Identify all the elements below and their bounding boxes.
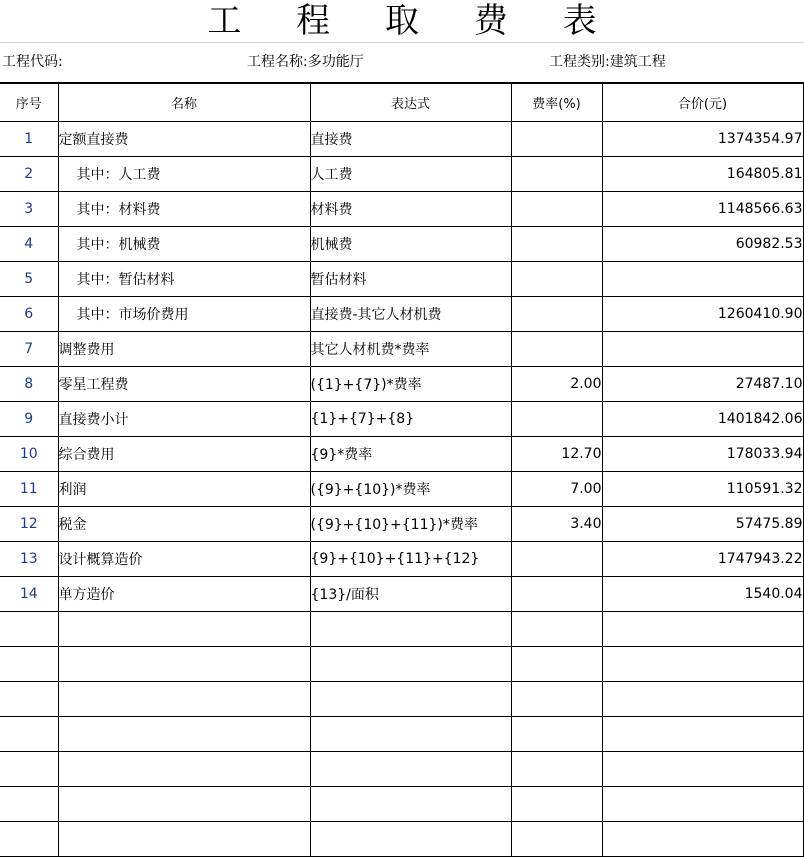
cell-amount: 1747943.22	[602, 542, 803, 577]
cell-amount: 178033.94	[602, 437, 803, 472]
cell-rate	[511, 297, 602, 332]
cell-expression: {9}*费率	[310, 437, 511, 472]
header-rate: 费率(%)	[511, 83, 602, 122]
empty-row	[0, 612, 803, 647]
project-code-label: 工程代码:	[2, 54, 63, 70]
cell-name: 单方造价	[58, 577, 310, 612]
table-row	[0, 577, 803, 612]
empty-cell	[511, 647, 602, 682]
cell-rate: 12.70	[511, 437, 602, 472]
header-amount: 合价(元)	[602, 83, 803, 122]
cell-name: 利润	[58, 472, 310, 507]
empty-cell	[58, 647, 310, 682]
empty-cell	[602, 647, 803, 682]
table-row	[0, 122, 803, 157]
empty-cell	[310, 647, 511, 682]
cell-seq: 10	[0, 437, 58, 472]
cell-seq: 11	[0, 472, 58, 507]
fee-table	[0, 82, 804, 857]
empty-cell	[0, 752, 58, 787]
cell-rate: 7.00	[511, 472, 602, 507]
table-row	[0, 367, 803, 402]
cell-rate	[511, 122, 602, 157]
cell-amount: 1374354.97	[602, 122, 803, 157]
empty-row	[0, 822, 803, 857]
cell-rate	[511, 157, 602, 192]
cell-expression: {9}+{10}+{11}+{12}	[310, 542, 511, 577]
cell-seq: 6	[0, 297, 58, 332]
cell-seq: 7	[0, 332, 58, 367]
empty-cell	[511, 612, 602, 647]
empty-cell	[602, 682, 803, 717]
cell-amount: 110591.32	[602, 472, 803, 507]
cell-seq: 13	[0, 542, 58, 577]
empty-cell	[0, 717, 58, 752]
empty-cell	[58, 752, 310, 787]
cell-rate	[511, 262, 602, 297]
cell-seq: 8	[0, 367, 58, 402]
empty-cell	[511, 822, 602, 857]
empty-cell	[58, 612, 310, 647]
empty-row	[0, 682, 803, 717]
empty-cell	[0, 822, 58, 857]
cell-expression: 直接费	[310, 122, 511, 157]
cell-seq: 3	[0, 192, 58, 227]
cell-name: 其中：材料费	[58, 192, 310, 227]
cell-amount	[602, 262, 803, 297]
table-row	[0, 507, 803, 542]
page-title: 工 程 取 费 表	[207, 1, 619, 41]
empty-cell	[511, 717, 602, 752]
cell-expression: 材料费	[310, 192, 511, 227]
empty-cell	[310, 717, 511, 752]
empty-row	[0, 752, 803, 787]
cell-name: 零星工程费	[58, 367, 310, 402]
cell-seq: 1	[0, 122, 58, 157]
table-row	[0, 402, 803, 437]
empty-cell	[310, 822, 511, 857]
cell-expression: ({1}+{7})*费率	[310, 367, 511, 402]
table-row	[0, 262, 803, 297]
empty-row	[0, 647, 803, 682]
table-header-row	[0, 83, 803, 122]
empty-row	[0, 717, 803, 752]
cell-seq: 5	[0, 262, 58, 297]
cell-rate	[511, 332, 602, 367]
cell-amount: 57475.89	[602, 507, 803, 542]
cell-name: 其中：市场价费用	[58, 297, 310, 332]
cell-amount: 60982.53	[602, 227, 803, 262]
table-row	[0, 332, 803, 367]
empty-cell	[602, 787, 803, 822]
empty-row	[0, 787, 803, 822]
cell-name: 其中：人工费	[58, 157, 310, 192]
empty-cell	[602, 612, 803, 647]
cell-expression: ({9}+{10})*费率	[310, 472, 511, 507]
cell-seq: 14	[0, 577, 58, 612]
cell-amount: 1148566.63	[602, 192, 803, 227]
empty-cell	[511, 682, 602, 717]
cell-amount: 1540.04	[602, 577, 803, 612]
cell-amount: 1401842.06	[602, 402, 803, 437]
cell-name: 税金	[58, 507, 310, 542]
project-type-label: 工程类别:建筑工程	[549, 54, 666, 70]
empty-cell	[58, 717, 310, 752]
empty-cell	[602, 717, 803, 752]
cell-expression: ({9}+{10}+{11})*费率	[310, 507, 511, 542]
cell-expression: 其它人材机费*费率	[310, 332, 511, 367]
cell-rate: 3.40	[511, 507, 602, 542]
cell-seq: 2	[0, 157, 58, 192]
table-row	[0, 437, 803, 472]
cell-name: 直接费小计	[58, 402, 310, 437]
cell-rate	[511, 542, 602, 577]
cell-rate	[511, 402, 602, 437]
empty-cell	[310, 752, 511, 787]
table-row	[0, 157, 803, 192]
cell-expression: {13}/面积	[310, 577, 511, 612]
cell-seq: 12	[0, 507, 58, 542]
empty-cell	[310, 612, 511, 647]
cell-name: 其中：机械费	[58, 227, 310, 262]
cell-expression: 直接费-其它人材机费	[310, 297, 511, 332]
cell-expression: 人工费	[310, 157, 511, 192]
cell-amount	[602, 332, 803, 367]
empty-cell	[58, 822, 310, 857]
table-row	[0, 297, 803, 332]
cell-rate: 2.00	[511, 367, 602, 402]
cell-amount: 27487.10	[602, 367, 803, 402]
cell-name: 综合费用	[58, 437, 310, 472]
empty-cell	[0, 612, 58, 647]
table-row	[0, 227, 803, 262]
empty-cell	[58, 682, 310, 717]
cell-name: 设计概算造价	[58, 542, 310, 577]
cell-name: 其中：暂估材料	[58, 262, 310, 297]
empty-cell	[58, 787, 310, 822]
header-name: 名称	[58, 83, 310, 122]
fee-table-body	[0, 122, 803, 857]
table-row	[0, 192, 803, 227]
cell-expression: 暂估材料	[310, 262, 511, 297]
empty-cell	[511, 752, 602, 787]
table-row	[0, 542, 803, 577]
cell-amount: 1260410.90	[602, 297, 803, 332]
empty-cell	[310, 682, 511, 717]
cell-rate	[511, 227, 602, 262]
cell-seq: 4	[0, 227, 58, 262]
cell-rate	[511, 192, 602, 227]
empty-cell	[602, 822, 803, 857]
cell-expression: {1}+{7}+{8}	[310, 402, 511, 437]
table-row	[0, 472, 803, 507]
empty-cell	[0, 682, 58, 717]
project-name-label: 工程名称:多功能厅	[247, 54, 364, 70]
header-expression: 表达式	[310, 83, 511, 122]
empty-cell	[602, 752, 803, 787]
cell-expression: 机械费	[310, 227, 511, 262]
project-info-row	[0, 43, 804, 81]
cell-name: 调整费用	[58, 332, 310, 367]
cell-seq: 9	[0, 402, 58, 437]
empty-cell	[310, 787, 511, 822]
empty-cell	[0, 787, 58, 822]
empty-cell	[0, 647, 58, 682]
cell-name: 定额直接费	[58, 122, 310, 157]
header-seq: 序号	[0, 83, 58, 122]
cell-rate	[511, 577, 602, 612]
cell-amount: 164805.81	[602, 157, 803, 192]
empty-cell	[511, 787, 602, 822]
